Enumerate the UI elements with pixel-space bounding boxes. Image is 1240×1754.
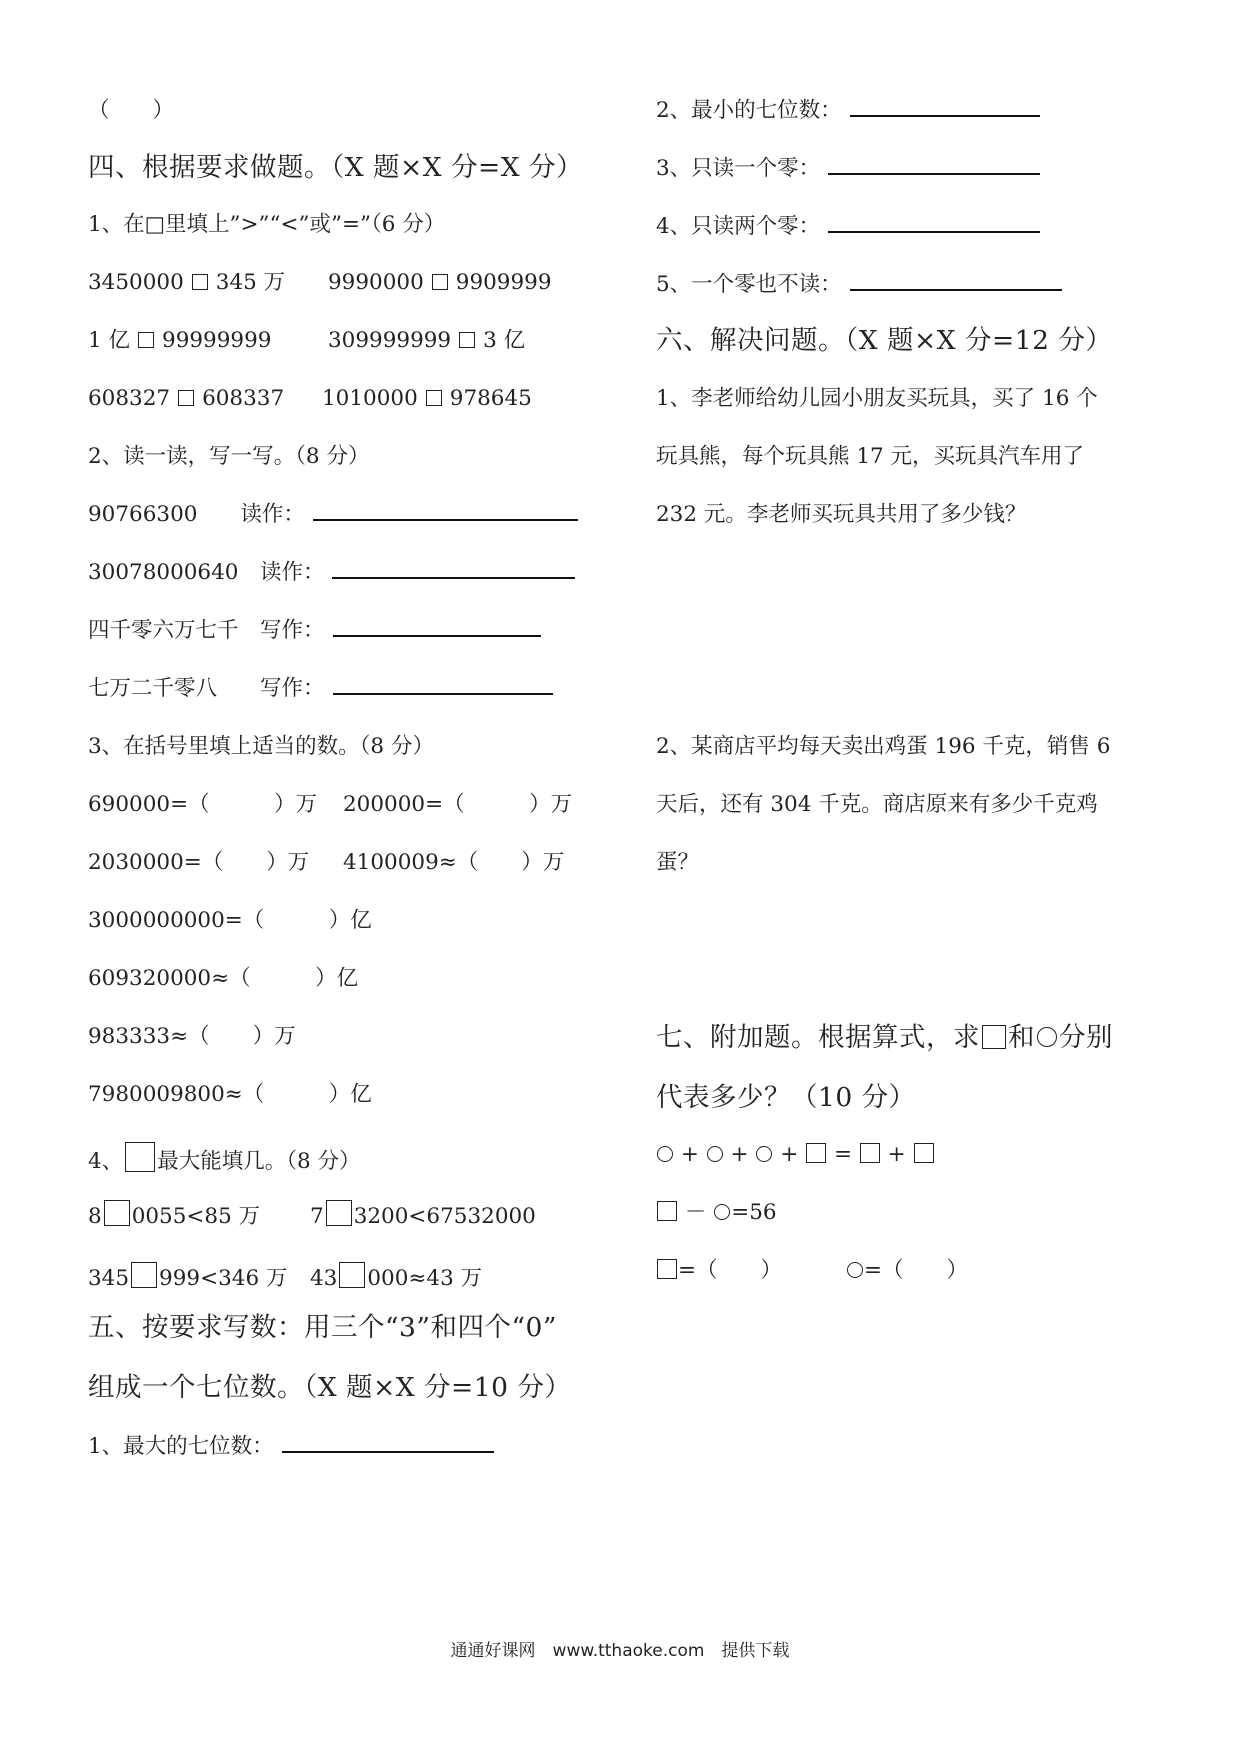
circle-symbol-icon bbox=[847, 1262, 863, 1278]
circle-symbol-icon bbox=[714, 1204, 730, 1220]
sec5-q2: 2、最小的七位数： bbox=[656, 96, 1040, 126]
problem-1-line-3: 232 元。李老师买玩具共用了多少钱？ bbox=[656, 502, 1027, 527]
square-box-icon bbox=[125, 1142, 155, 1172]
q2-item-1: 90766300 读作： bbox=[88, 500, 578, 530]
compare-box[interactable] bbox=[192, 274, 208, 290]
answer-line[interactable] bbox=[282, 1433, 494, 1453]
q3-row-6: 7980009800≈（ ）亿 bbox=[88, 1082, 372, 1107]
sec5-q5: 5、一个零也不读： bbox=[656, 270, 1062, 300]
problem-1-line-2: 玩具熊，每个玩具熊 17 元，买玩具汽车用了 bbox=[656, 444, 1085, 469]
digit-box[interactable] bbox=[131, 1262, 157, 1288]
answer-line[interactable] bbox=[333, 675, 553, 695]
square-symbol-icon bbox=[860, 1143, 880, 1163]
q3-row-5: 983333≈（ ）万 bbox=[88, 1024, 296, 1049]
square-symbol-icon bbox=[806, 1143, 826, 1163]
problem-2-line-2: 天后，还有 304 千克。商店原来有多少千克鸡 bbox=[656, 792, 1098, 817]
answer-line[interactable] bbox=[850, 271, 1062, 291]
equation-2: － =56 bbox=[656, 1198, 777, 1228]
compare-box[interactable] bbox=[138, 332, 154, 348]
compare-box[interactable] bbox=[432, 274, 448, 290]
circle-symbol-icon bbox=[756, 1146, 772, 1162]
problem-2-line-3: 蛋？ bbox=[656, 850, 700, 875]
footer-credit: 通通好课网 www.tthaoke.com 提供下载 bbox=[450, 1641, 790, 1661]
worksheet-page: （ ） 四、根据要求做题。（X 题×X 分=X 分） 1、在□里填上”>”“<”或”=”（6 分） 3450000 345 万 9990000 9909999 1 亿 99999999 309999999 3 亿 608327 608337 1010000 978645 2、读一读，写一写。（8 分） 90766300 读作： 30078000640 读作： 四千零六万七千 写作： 七万二千零八 写作： 3、在括号里填上适当的数。（8 分） 690000=（ ）万 200000=（ ）万 2030000=（ ）万 4100009≈（ ）万 3000000000=（ ）亿 609320000≈（ ）亿 983333≈（ ）万 7980009800≈（ ）亿 4、 最大能填几。（8 分） 8 0055<85 万 7 3200<67532000 345 999<346 万 43 000≈43 万 五、按要求写数：用三个“3”和四个“0” 组成一个七位数。（X 题×X 分=10 分） 1、最大的七位数： 2、最小的七位数： 3、只读一个零： 4、只读两个零： 5、一个零也不读： 六、解决问题。（X 题×X 分=12 分） 1、李老师给幼儿园小朋友买玩具，买了 16 个 玩具熊，每个玩具熊 17 元，买玩具汽车用了 232 元。李老师买玩具共用了多少钱？ 2、某商店平均每天卖出鸡蛋 196 千克，销售 6 天后，还有 304 千克。商店原来有多少千克鸡 蛋？ 七、附加题。根据算式，求 和 分别 代表多少？（10 分） + + + = + － =56 =（ ） =（ ） 通通好课网 www.tthaoke.com 提供下载 bbox=[0, 0, 1240, 1754]
q3-row-3: 3000000000=（ ）亿 bbox=[88, 908, 372, 933]
square-symbol-icon bbox=[982, 1025, 1006, 1049]
answer-line[interactable] bbox=[828, 155, 1040, 175]
equation-1: + + + = + bbox=[656, 1140, 935, 1170]
digit-box[interactable] bbox=[326, 1200, 352, 1226]
answer-paren: （ ） bbox=[88, 98, 175, 123]
section-5-title-line-1: 五、按要求写数：用三个“3”和四个“0” bbox=[88, 1312, 557, 1343]
q3-title: 3、在括号里填上适当的数。（8 分） bbox=[88, 734, 434, 759]
problem-1-line-1: 1、李老师给幼儿园小朋友买玩具，买了 16 个 bbox=[656, 386, 1098, 411]
square-symbol-icon bbox=[657, 1201, 677, 1221]
compare-box[interactable] bbox=[426, 390, 442, 406]
circle-symbol-icon bbox=[1037, 1027, 1057, 1047]
answer-line[interactable] bbox=[313, 501, 578, 521]
problem-2-line-1: 2、某商店平均每天卖出鸡蛋 196 千克，销售 6 bbox=[656, 734, 1111, 759]
section-7-title-line-1: 七、附加题。根据算式，求 和 分别 bbox=[656, 1022, 1113, 1053]
q2-item-3: 四千零六万七千 写作： bbox=[88, 616, 541, 646]
compare-box[interactable] bbox=[459, 332, 475, 348]
square-symbol-icon bbox=[657, 1259, 677, 1279]
answer-line[interactable] bbox=[828, 213, 1040, 233]
q2-item-2: 30078000640 读作： bbox=[88, 558, 575, 588]
digit-box[interactable] bbox=[104, 1200, 130, 1226]
answer-line[interactable] bbox=[332, 559, 575, 579]
circle-symbol-icon bbox=[657, 1146, 673, 1162]
answer-line[interactable] bbox=[333, 617, 541, 637]
circle-symbol-icon bbox=[707, 1146, 723, 1162]
q2-item-4: 七万二千零八 写作： bbox=[88, 674, 553, 704]
q4-title: 4、 最大能填几。（8 分） bbox=[88, 1142, 360, 1177]
q3-row-4: 609320000≈（ ）亿 bbox=[88, 966, 359, 991]
q1-title: 1、在□里填上”>”“<”或”=”（6 分） bbox=[88, 212, 446, 237]
section-5-title-line-2: 组成一个七位数。（X 题×X 分=10 分） bbox=[88, 1372, 572, 1403]
q2-title: 2、读一读，写一写。（8 分） bbox=[88, 444, 370, 469]
digit-box[interactable] bbox=[339, 1262, 365, 1288]
answer-line[interactable] bbox=[850, 97, 1040, 117]
compare-box[interactable] bbox=[178, 390, 194, 406]
square-symbol-icon bbox=[914, 1143, 934, 1163]
sec5-q1: 1、最大的七位数： bbox=[88, 1432, 494, 1462]
section-6-title: 六、解决问题。（X 题×X 分=12 分） bbox=[656, 325, 1113, 356]
sec5-q3: 3、只读一个零： bbox=[656, 154, 1040, 184]
sec5-q4: 4、只读两个零： bbox=[656, 212, 1040, 242]
section-4-title: 四、根据要求做题。（X 题×X 分=X 分） bbox=[88, 152, 584, 183]
section-7-title-line-2: 代表多少？（10 分） bbox=[656, 1082, 916, 1113]
